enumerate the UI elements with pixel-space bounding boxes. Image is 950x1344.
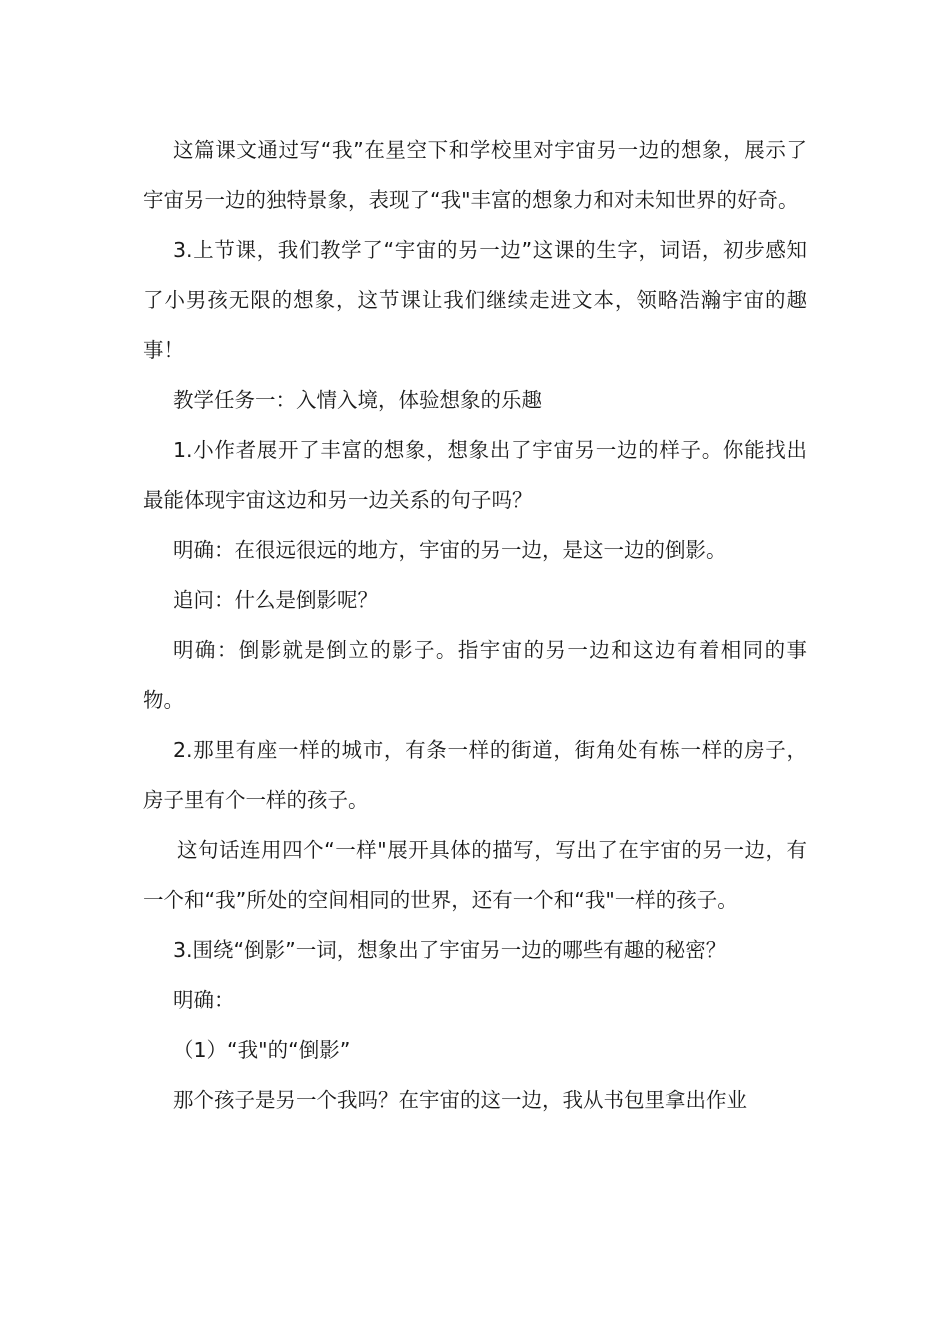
paragraph-point-2: 2.那里有座一样的城市，有条一样的街道，街角处有栋一样的房子，房子里有个一样的孩子。	[143, 738, 807, 812]
paragraph-lesson-intro: 3.上节课，我们教学了“宇宙的另一边”这课的生字，词语，初步感知了小男孩无限的想象，这节课让我们继续走进文本，领略浩瀚宇宙的趣事！	[143, 238, 807, 362]
paragraph-subheading-1: （1）“我"的“倒影”	[173, 1038, 351, 1062]
paragraph-summary: 这篇课文通过写“我”在星空下和学校里对宇宙另一边的想象，展示了宇宙另一边的独特景象，表现了“我"丰富的想象力和对未知世界的好奇。	[143, 138, 807, 212]
paragraph-point-2-analysis: 这句话连用四个“一样"展开具体的描写，写出了在宇宙的另一边，有一个和“我”所处的空间相同的世界，还有一个和“我"一样的孩子。	[143, 838, 807, 912]
paragraph-question-1: 1.小作者展开了丰富的想象，想象出了宇宙另一边的样子。你能找出最能体现宇宙这边和另一边关系的句子吗？	[143, 438, 807, 512]
paragraph-task-one-heading: 教学任务一：入情入境，体验想象的乐趣	[173, 388, 542, 412]
paragraph-answer-1: 明确：在很远很远的地方，宇宙的另一边，是这一边的倒影。	[173, 538, 727, 562]
paragraph-continuation: 那个孩子是另一个我吗？在宇宙的这一边，我从书包里拿出作业	[173, 1088, 747, 1112]
document-body	[143, 125, 807, 1125]
paragraph-answer-label: 明确：	[173, 988, 235, 1012]
paragraph-follow-up-question: 追问：什么是倒影呢？	[173, 588, 378, 612]
paragraph-question-3: 3.围绕“倒影”一词，想象出了宇宙另一边的哪些有趣的秘密？	[173, 938, 727, 962]
paragraph-answer-reflection: 明确：倒影就是倒立的影子。指宇宙的另一边和这边有着相同的事物。	[143, 638, 807, 712]
